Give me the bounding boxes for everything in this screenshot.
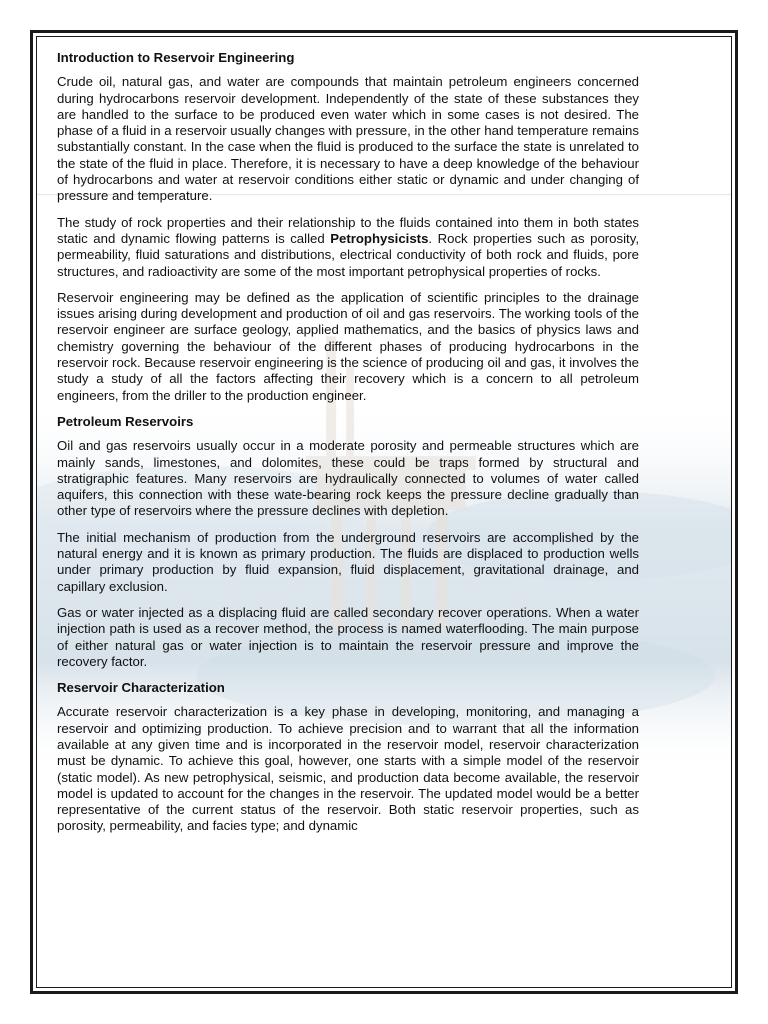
paragraph-text: The study of rock properties and their relationship to the fluids contained into them in both states static and dynamic flowing patterns is called <box>57 214 639 246</box>
section-heading-petroleum-reservoirs: Petroleum Reservoirs <box>57 413 194 429</box>
paragraph: Crude oil, natural gas, and water are compounds that maintain petroleum engineers concerned during hydrocarbons reservoir development. Independently of the state of these substances they are handled to the surface to be produced even water which in some cases is not desired. The phase of a fluid in a reservoir usually changes with pressure, in the other hand temperature remains substantially constant. In the case when the fluid is produced to the surface the state is unrelated to the state of the fluid in place. Therefore, it is necessary to have a deep knowledge of the behaviour of hydrocarbons and water at reservoir conditions either static or dynamic and under changing of pressure and temperature. <box>57 74 639 204</box>
paragraph: The initial mechanism of production from the underground reservoirs are accomplished by the natural energy and it is known as primary production. The fluids are displaced to production wells under primary production by fluid expansion, fluid displacement, gravitational drainage, and capillary exclusion. <box>57 529 639 594</box>
paragraph: Gas or water injected as a displacing fluid are called secondary recover operations. When a water injection path is used as a recover method, the process is named waterflooding. The main purpose of either natural gas or water injection is to maintain the reservoir pressure and improve the recovery factor. <box>57 604 639 669</box>
paragraph-text: . Rock properties such as porosity, permeability, fluid saturations and distributions, electrical conductivity of both rock and fluids, pore structures, and radioactivity are some of the most important petrophysical properties of rocks. <box>57 230 639 279</box>
bold-term: Petrophysicists <box>330 230 429 246</box>
paragraph <box>57 215 639 280</box>
paragraph: Oil and gas reservoirs usually occur in a moderate porosity and permeable structures which are mainly sands, limestones, and dolomites, these could be traps formed by structural and stratigraphic features. Many reservoirs are hydraulically connected to volumes of water called aquifers, this connection with these wate-bearing rock keeps the pressure decline gradually than other type of reservoirs where the pressure declines with depletion. <box>57 438 639 519</box>
paragraph: Reservoir engineering may be defined as the application of scientific principles to the drainage issues arising during development and production of oil and gas reservoirs. The working tools of the reservoir engineer are surface geology, applied mathematics, and the basics of physics laws and chemistry governing the behaviour of the different phases of producing hydrocarbons in the reservoir rock. Because reservoir engineering is the science of producing oil and gas, it involves the study a study of all the factors affecting their recovery which is a concern to all petroleum engineers, from the driller to the production engineer. <box>57 289 639 403</box>
section-heading-introduction: Introduction to Reservoir Engineering <box>57 50 295 65</box>
document-body <box>57 50 639 845</box>
paragraph: Accurate reservoir characterization is a key phase in developing, monitoring, and managing a reservoir and optimizing production. To achieve precision and to warrant that all the information available at any given time and is incorporated in the reservoir model, reservoir characterization must be dynamic. To achieve this goal, however, one starts with a simple model of the reservoir (static model). As new petrophysical, seismic, and production data become available, the reservoir model is updated to account for the changes in the reservoir. The updated model would be a better representative of the current status of the reservoir. Both static reservoir properties, such as porosity, permeability, and facies type; and dynamic <box>57 704 639 834</box>
section-heading-reservoir-characterization: Reservoir Characterization <box>57 680 225 696</box>
